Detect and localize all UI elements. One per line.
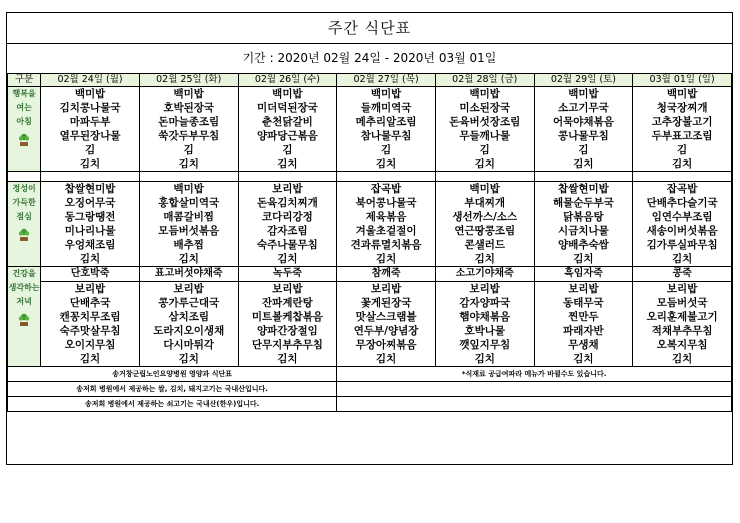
menu-item: 김치 — [573, 253, 594, 265]
menu-item: 도라지오이생채 — [153, 325, 225, 337]
menu-item: 동그랑땡전 — [64, 211, 116, 223]
menu-cell — [238, 282, 337, 367]
menu-item: 감자양파국 — [459, 297, 511, 309]
menu-item: 김치 — [671, 253, 693, 265]
menu-item: 보리밥 — [469, 283, 500, 295]
menu-item: 백미밥 — [272, 88, 303, 100]
spacer-cell — [41, 172, 140, 182]
menu-cell — [41, 182, 140, 267]
day-header: 03월 01일 (일) — [633, 74, 732, 87]
menu-sheet — [6, 12, 733, 465]
menu-cell — [139, 282, 238, 367]
menu-item: 양파당근볶음 — [256, 130, 318, 142]
menu-item: 감자조림 — [267, 225, 308, 237]
menu-item: 김치 — [79, 253, 101, 265]
menu-item: 김치 — [573, 353, 594, 365]
menu-item: 보리밥 — [666, 283, 698, 295]
menu-item: 보리밥 — [272, 283, 303, 295]
menu-item: 해물순두부국 — [552, 197, 614, 209]
plant-icon — [17, 132, 31, 146]
menu-cell — [633, 282, 732, 367]
menu-item: 오리훈제불고기 — [646, 311, 718, 323]
menu-item: 잡곡밥 — [666, 183, 698, 195]
menu-item: 마파두부 — [69, 116, 111, 128]
porridge-cell: 참깨죽 — [337, 267, 436, 282]
menu-item: 삼치조림 — [168, 311, 210, 323]
menu-item: 보리밥 — [74, 283, 106, 295]
menu-item: 김 — [282, 144, 293, 156]
spacer-cell — [139, 172, 238, 182]
menu-item: 김 — [677, 144, 688, 156]
note-row — [8, 367, 732, 382]
menu-item: 동태무국 — [563, 297, 604, 309]
menu-item: 김치 — [671, 353, 693, 365]
meal-label-line: 점심 — [16, 212, 32, 221]
menu-cell — [633, 87, 732, 172]
note-change: *식재료 공급여파라 메뉴가 바뀔수도 있습니다. — [337, 367, 732, 382]
menu-item: 우엉채조림 — [64, 239, 116, 251]
menu-item: 숙주맛살무침 — [59, 325, 121, 337]
menu-cell — [337, 182, 436, 267]
menu-item: 닭볶음탕 — [563, 211, 604, 223]
menu-item: 북어콩나물국 — [355, 197, 417, 209]
menu-item: 부대찌개 — [464, 197, 506, 209]
porridge-cell: 흑임자죽 — [534, 267, 633, 282]
note-hospital: 송거창군립노인요양병원 영양과 식단표 — [8, 367, 337, 382]
menu-item: 단배추국 — [69, 297, 111, 309]
menu-item: 김치 — [573, 158, 594, 170]
menu-cell — [139, 182, 238, 267]
menu-item: 돈마늘종조림 — [158, 116, 220, 128]
meal-label — [8, 87, 41, 172]
menu-cell — [238, 182, 337, 267]
spacer-cell — [337, 172, 436, 182]
menu-item: 제육볶음 — [365, 211, 407, 223]
menu-item: 오이지무침 — [64, 339, 116, 351]
day-header: 02월 29일 (토) — [534, 74, 633, 87]
menu-cell — [435, 87, 534, 172]
menu-cell — [41, 87, 140, 172]
menu-cell — [534, 182, 633, 267]
menu-item: 고추장불고기 — [651, 116, 713, 128]
menu-cell — [41, 282, 140, 367]
menu-item: 미더덕된장국 — [256, 102, 318, 114]
menu-item: 잔파계란탕 — [262, 297, 313, 309]
menu-item: 코다리강정 — [262, 211, 313, 223]
menu-cell — [534, 282, 633, 367]
menu-item: 김 — [578, 144, 589, 156]
spacer-cell — [633, 172, 732, 182]
menu-item: 무들깨나물 — [459, 130, 511, 142]
meal-label — [8, 182, 41, 267]
menu-item: 찐만두 — [568, 311, 599, 323]
menu-item: 견과류멸치볶음 — [350, 239, 422, 251]
menu-item: 김치 — [474, 158, 495, 170]
menu-item: 햄야채볶음 — [459, 311, 511, 323]
menu-item: 모듬버섯볶음 — [158, 225, 220, 237]
menu-item: 김 — [479, 144, 490, 156]
menu-item: 들깨미역국 — [360, 102, 412, 114]
porridge-cell: 녹두죽 — [238, 267, 337, 282]
day-header: 02월 27일 (목) — [337, 74, 436, 87]
menu-cell — [534, 87, 633, 172]
menu-item: 겨울초겉절이 — [355, 225, 417, 237]
menu-item: 무생채 — [568, 339, 599, 351]
menu-item: 찹쌀현미밥 — [64, 183, 116, 195]
menu-item: 콩나물무침 — [558, 130, 609, 142]
day-header: 02월 26일 (수) — [238, 74, 337, 87]
spacer-cell — [534, 172, 633, 182]
note-blank — [337, 382, 732, 397]
menu-item: 어묵야채볶음 — [552, 116, 614, 128]
menu-item: 오복지무침 — [656, 339, 708, 351]
spacer-cell — [435, 172, 534, 182]
menu-item: 김치 — [178, 353, 199, 365]
page-title: 주간 식단표 — [7, 13, 732, 44]
note-origin-beef: 송저희 병원에서 제공하는 쇠고기는 국내산(한우)입니다. — [8, 397, 337, 412]
menu-item: 양파간장절임 — [256, 325, 318, 337]
menu-item: 생선까스/소스 — [452, 211, 518, 223]
header-row — [8, 74, 732, 87]
menu-item: 캔꽁치무조림 — [59, 311, 121, 323]
note-row — [8, 397, 732, 412]
menu-item: 찹쌀현미밥 — [558, 183, 609, 195]
menu-table — [7, 73, 732, 412]
menu-item: 김치 — [79, 353, 101, 365]
menu-item: 백미밥 — [469, 183, 500, 195]
menu-cell — [435, 282, 534, 367]
menu-item: 백미밥 — [666, 88, 698, 100]
menu-item: 연두부/양념장 — [353, 325, 419, 337]
menu-item: 참나물무침 — [360, 130, 412, 142]
menu-item: 콩가루근대국 — [158, 297, 220, 309]
menu-item: 다시마튀각 — [163, 339, 215, 351]
spacer-cell — [238, 172, 337, 182]
plant-icon — [17, 312, 31, 326]
menu-item: 맛살스크램블 — [355, 311, 417, 323]
menu-item: 김치 — [277, 253, 298, 265]
menu-item: 매콤갈비찜 — [163, 211, 215, 223]
menu-item: 단배추다슬기국 — [646, 197, 718, 209]
porridge-cell: 소고기야채죽 — [435, 267, 534, 282]
menu-item: 모듬버섯국 — [656, 297, 708, 309]
menu-item: 김 — [183, 144, 194, 156]
day-header: 02월 24일 (월) — [41, 74, 140, 87]
menu-item: 호박된장국 — [163, 102, 215, 114]
meal-row — [8, 87, 732, 172]
menu-item: 김치 — [671, 158, 693, 170]
menu-cell — [633, 182, 732, 267]
category-header: 구분 — [8, 74, 41, 87]
menu-item: 백미밥 — [173, 183, 204, 195]
meal-label-line: 저녁 — [16, 297, 32, 306]
menu-item: 김치 — [277, 353, 298, 365]
porridge-row — [8, 267, 732, 282]
menu-item: 홍합살미역국 — [158, 197, 220, 209]
menu-item: 김 — [84, 144, 96, 156]
menu-item: 백미밥 — [568, 88, 599, 100]
menu-item: 김치 — [277, 158, 298, 170]
menu-item: 김치 — [375, 158, 397, 170]
menu-item: 미트볼케찹볶음 — [251, 311, 323, 323]
spacer-cell — [8, 172, 41, 182]
note-origin-rice: 송저희 병원에서 제공하는 쌀, 김치, 돼지고기는 국내산입니다. — [8, 382, 337, 397]
menu-cell — [337, 87, 436, 172]
menu-item: 열무된장나물 — [59, 130, 121, 142]
meal-label-line: 가득한 — [12, 198, 36, 207]
menu-item: 메추리알조림 — [355, 116, 417, 128]
meal-label-line: 생각하는 — [8, 283, 40, 292]
menu-item: 보리밥 — [568, 283, 599, 295]
porridge-cell: 표고버섯야채죽 — [139, 267, 238, 282]
menu-item: 적채부추무침 — [651, 325, 713, 337]
meal-label-line: 건강을 — [12, 269, 36, 278]
menu-item: 시금치나물 — [558, 225, 609, 237]
menu-item: 돈육버섯장조림 — [449, 116, 521, 128]
plant-icon — [17, 227, 31, 241]
menu-item: 새송이버섯볶음 — [646, 225, 718, 237]
menu-item: 백미밥 — [469, 88, 500, 100]
menu-item: 배추찜 — [173, 239, 204, 251]
menu-item: 쑥갓두부무침 — [158, 130, 220, 142]
menu-item: 돈육김치찌개 — [256, 197, 318, 209]
menu-item: 김치 — [375, 253, 397, 265]
menu-cell — [238, 87, 337, 172]
porridge-cell: 단호박죽 — [41, 267, 140, 282]
menu-item: 춘천닭갈비 — [262, 116, 313, 128]
menu-item: 김치콩나물국 — [59, 102, 121, 114]
menu-item: 무장아찌볶음 — [355, 339, 417, 351]
menu-item: 김가루실파무침 — [646, 239, 718, 251]
menu-item: 청국장찌개 — [656, 102, 708, 114]
menu-item: 김치 — [474, 353, 495, 365]
menu-item: 연근땅콩조림 — [454, 225, 516, 237]
menu-item: 깻잎지무침 — [459, 339, 511, 351]
menu-item: 보리밥 — [370, 283, 402, 295]
note-row — [8, 382, 732, 397]
menu-item: 잡곡밥 — [370, 183, 402, 195]
menu-item: 호박나물 — [464, 325, 506, 337]
menu-item: 백미밥 — [173, 88, 204, 100]
menu-item: 오징어무국 — [64, 197, 116, 209]
menu-item: 콘샐러드 — [464, 239, 506, 251]
menu-item: 김치 — [178, 158, 199, 170]
date-period: 기간 : 2020년 02월 24일 - 2020년 03월 01일 — [242, 51, 497, 65]
meal-label-line: 여는 — [16, 103, 32, 112]
meal-label-line: 아침 — [16, 117, 32, 126]
menu-item: 김치 — [79, 158, 101, 170]
menu-item: 미소된장국 — [459, 102, 511, 114]
day-header: 02월 25일 (화) — [139, 74, 238, 87]
menu-item: 임연수부조림 — [651, 211, 713, 223]
menu-item: 백미밥 — [370, 88, 402, 100]
meal-label-line: 행복을 — [12, 89, 36, 98]
menu-item: 소고기무국 — [558, 102, 609, 114]
menu-item: 숙주나물무침 — [256, 239, 318, 251]
note-blank — [337, 397, 732, 412]
menu-item: 김치 — [375, 353, 397, 365]
meal-label — [8, 267, 41, 367]
meal-row — [8, 182, 732, 267]
menu-item: 김치 — [474, 253, 495, 265]
menu-item: 김치 — [178, 253, 199, 265]
menu-item: 두부표고조림 — [651, 130, 713, 142]
menu-cell — [139, 87, 238, 172]
menu-item: 단무지부추무침 — [251, 339, 323, 351]
menu-item: 보리밥 — [272, 183, 303, 195]
porridge-cell: 콩죽 — [633, 267, 732, 282]
menu-item: 김 — [380, 144, 392, 156]
menu-item: 꽃게된장국 — [360, 297, 412, 309]
menu-item: 미나리나물 — [64, 225, 116, 237]
meal-label-line: 정성이 — [12, 184, 36, 193]
menu-cell — [337, 282, 436, 367]
meal-row — [8, 282, 732, 367]
menu-item: 파래자반 — [563, 325, 604, 337]
day-header: 02월 28일 (금) — [435, 74, 534, 87]
menu-cell — [435, 182, 534, 267]
spacer-row — [8, 172, 732, 182]
menu-item: 보리밥 — [173, 283, 204, 295]
menu-item: 백미밥 — [74, 88, 106, 100]
menu-item: 양배추숙쌈 — [558, 239, 609, 251]
